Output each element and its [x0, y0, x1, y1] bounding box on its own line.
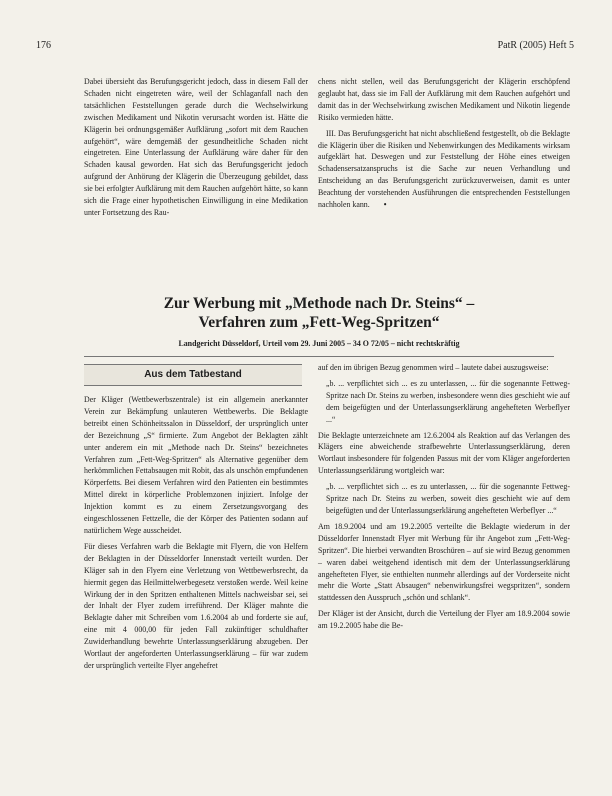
quotation: „b. ... verpflichtet sich ... es zu unterlassen, ... für die sogenannte Fettweg-Spritze nach Dr. Steins zu werben, soweit dies geschieht wie auf dem beigefügten und der Unterlassungserklärung angehefteten Werbeflyer ...“ — [326, 482, 570, 515]
page-number: 176 — [36, 40, 51, 51]
paragraph: auf den im übrigen Bezug genommen wird – lautete dabei auszugsweise: — [318, 363, 549, 372]
end-of-article-mark: • — [383, 200, 387, 210]
top-left-column — [84, 76, 308, 223]
article-title-line-1: Zur Werbung mit „Methode nach Dr. Steins“ – — [163, 295, 475, 312]
page-header — [36, 40, 574, 54]
paragraph: Dabei übersieht das Berufungsgericht jedoch, dass in diesem Fall der Schaden nicht eingetreten wäre, weil der Schlaganfall nach den tatsächlichen Feststellungen gerade durch die Wechselwirkung zwischen Medikament und Nikotin verursacht worden ist. Hätte die Klägerin bei ordnungsgemäßer Aufklärung „sofort mit dem Rauchen aufgehört“, wäre demgemäß der gesundheitliche Schaden nicht eingetreten. Eine Unterlassung der Aufklärung wäre daher für den Schaden kausal geworden. Hat sich das Berufungsgericht jedoch aufgrund der Anhörung der Klägerin die Überzeugung gebildet, dass sie bei erfolgter Aufklärung mit dem Rauchen aufgehört hätte, so kann sich die Frage einer hypothetischen Einwilligung in eine Medikation unter Fortsetzung des Rau- — [84, 77, 308, 217]
article-title-line-2: Verfahren zum „Fett-Weg-Spritzen“ — [198, 314, 440, 331]
paragraph: Der Kläger ist der Ansicht, durch die Verteilung der Flyer am 18.9.2004 sowie am 19.2.2005 habe die Be- — [318, 609, 570, 631]
paragraph: chens nicht stellen, weil das Berufungsgericht der Klägerin erschöpfend geglaubt hat, dass sie im Fall der Aufklärung mit dem Rauchen aufgehört und damit das in der Wechselwirkung zwischen Medikament und Nikotin liegende Risiko vermieden hätte. — [318, 77, 570, 122]
bottom-right-column — [318, 362, 570, 636]
running-head: PatR (2005) Heft 5 — [497, 40, 574, 51]
paragraph: Am 18.9.2004 und am 19.2.2005 verteilte die Beklagte wiederum in der Düsseldorfer Innenstadt Flyer mit Werbung für ihr Angebot zum „Fett-Weg-Spritzen“. Die hierbei verwandten Broschüren – auf sie wird Bezug genommen – waren dabei weitgehend identisch mit dem der Unterlassungserklärung angehefteten Flyer, sie enthielten nunmehr allerdings auf der Vorderseite nicht mehr die Worte „Statt Absaugen“ nebenwirkungsfrei wegspritzen“, sondern stattdessen den Ausspruch „schön und schlank“. — [318, 521, 570, 603]
section-heading: Aus dem Tatbestand — [84, 364, 302, 386]
paragraph-text: III. Das Berufungsgericht hat nicht abschließend festgestellt, ob die Beklagte die Klägerin über die Risiken und Nebenwirkungen des Medikaments wirksam aufgeklärt hat. Deswegen und zur Feststellung der Höhe eines etweigen Schadensersatzanspruchs ist die Sache zur neuen Verhandlung und Entscheidung an das Berufungsgericht zurückzuverweisen, damit es unter Beachtung der vorstehenden Ausführungen die entsprechenden Feststellungen nachholen kann. — [318, 128, 570, 210]
article-citation: Landgericht Düsseldorf, Urteil vom 29. Juni 2005 – 34 O 72/05 – nicht rechtskräftig — [178, 339, 460, 348]
article-title — [84, 294, 554, 332]
paragraph: Die Beklagte unterzeichnete am 12.6.2004 als Reaktion auf das Verlangen des Klägers eine abweichende strafbewehrte Unterlassungserklärung, deren Wortlaut insbesondere für folgenden Passus mit der vom Kläger angeforderten Unterlassungserklärung wortgleich war: — [318, 430, 570, 476]
divider — [84, 356, 554, 357]
top-right-column — [318, 76, 570, 215]
bottom-left-column — [84, 394, 308, 676]
quotation: „b. ... verpflichtet sich ... es zu unterlassen, ... für die sogenannte Fettweg-Spritze nach Dr. Steins zu werben, insbesondere wenn dies geschieht wie auf dem beigefügten und der Unterlassungserklärung angehefteten Werbeflyer ...“ — [326, 378, 570, 424]
paragraph: Der Kläger (Wettbewerbszentrale) ist ein allgemein anerkannter Verein zur Bekämpfung unlauteren Wettbewerbs. Die Beklagte betreibt einen Schönheitssalon in Düsseldorf, der ursprünglich unter der Bezeichnung „S“ firmierte. Zum Angebot der Beklagten zählt unter anderem ein mit „Methode nach Dr. Steins“ bezeichnetes Verfahren zum „Fett-Weg-Spritzen“ als Alternative gegenüber dem herkömmlichen Fettabsaugen mit Robit, das als unschön empfundenen Körperfetts. Bei diesem Verfahren wird den Patienten ein bestimmtes Mittel direkt in körperliche Problemzonen injiziert. Infolge der Injektion kommt es zu einem Zersetzungsvorgang des eingeschlossenen Fettzelle, die der Körper des Patienten sodann auf natürlichem Wege ausscheidet. — [84, 395, 308, 535]
paragraph: Für dieses Verfahren warb die Beklagte mit Flyern, die von Helfern der Beklagten in der Düsseldorfer Innenstadt verteilt wurden. Der Kläger sah in den Flyern eine Verletzung von Wettbewerbsrecht, da hiermit gegen das Heilmittelwerbegesetz verstoßen werde. Weil keine Wirkung der in den Spritzen enthaltenen Mittels nachweisbar sei, sei der Inhalt der Flyer zudem irreführend. Der Kläger mahnte die Beklagte daher mit Schreiben vom 1.6.2004 ab und forderte sie auf, eine mit 4 000,00 für jeden Fall zukünftiger schuldhafter Zuwiderhandlung bewehrte Unterlassungserklärung abzugeben. Der Wortlaut der angeforderten Unterlassungserklärung – für war zudem der ursprünglich verteilte Flyer angehefret — [84, 541, 308, 670]
paragraph-with-endmark — [318, 128, 570, 211]
